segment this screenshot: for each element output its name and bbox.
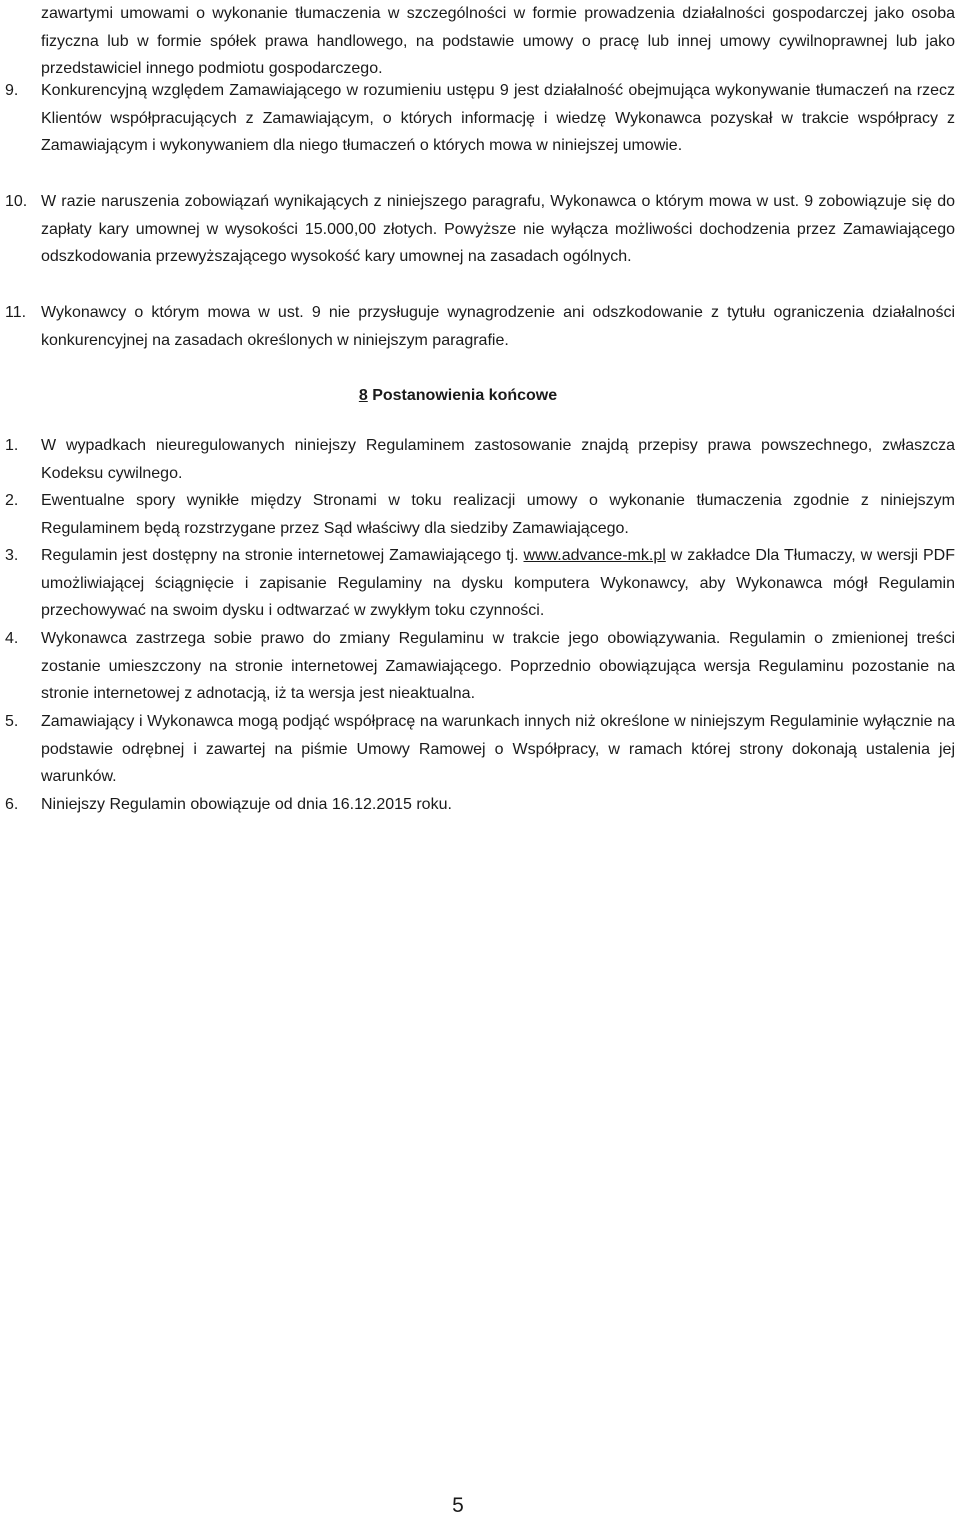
list-item-number: 9. [5,82,19,99]
list-item-text: W razie naruszenia zobowiązań wynikających z niniejszego paragrafu, Wykonawca o którym mowa w ust. 9 zobowiązuje się do zapłaty kary umownej w wysokości 15.000,00 złotych. Powyższe nie wyłącza możliwości dochodzenia przez Zamawiającego odszkodowania przewyższającego wysokość kary umownej na zasadach ogólnych. [41,193,955,265]
list-item-6 [0,791,955,819]
list-item-1 [0,432,955,487]
list-item-text: Ewentualne spory wynikłe między Stronami w toku realizacji umowy o wykonanie tłumaczenia zgodnie z niniejszym Regulaminem będą rozstrzygane przez Sąd właściwy dla siedziby Zamawiającego. [41,492,955,537]
list-item-text-part: w zakładce Dla Tłumaczy, w wersji PDF umożliwiającej ściągnięcie i zapisanie Regulaminy na dysku komputera Wykonawcy, aby Wykonawca mógł Regulamin przechowywać na swoim dysku i odtwarzać w zwykłym toku czynności. [41,547,955,619]
list-item-number: 10. [5,193,28,210]
list-item-number: 3. [5,547,19,564]
list-item-number: 1. [5,437,19,454]
list-item-text: Niniejszy Regulamin obowiązuje od dnia 16.12.2015 roku. [41,796,452,813]
list-item-9 [0,77,955,160]
list-item-11 [0,299,955,354]
list-item-number: 6. [5,796,19,813]
list-item-text: Wykonawca zastrzega sobie prawo do zmiany Regulaminu w trakcie jego obowiązywania. Regulamin o zmienionej treści zostanie umieszczony na stronie internetowej Zamawiającego. Poprzednio obowiązująca wersja Regulaminu pozostanie na stronie internetowej z adnotacją, iż ta wersja jest nieaktualna. [41,630,955,702]
continuation-paragraph: zawartymi umowami o wykonanie tłumaczenia w szczególności w formie prowadzenia działalności gospodarczej jako osoba fizyczna lub w formie spółek prawa handlowego, na podstawie umowy o pracę lub innej umowy cywilnoprawnej lub jako przedstawiciel innego podmiotu gospodarczego. [41,5,955,77]
list-item-number: 2. [5,492,19,509]
website-link[interactable]: www.advance-mk.pl [523,547,666,564]
list-item-2 [0,487,955,542]
section-heading-number: 8 [358,387,368,404]
list-item-3 [0,542,955,625]
list-item-number: 5. [5,713,19,730]
page-number: 5 [452,1494,464,1517]
list-item-text: Zamawiający i Wykonawca mogą podjąć współpracę na warunkach innych niż określone w niniejszym Regulaminie wyłącznie na podstawie odrębnej i zawartej na piśmie Umowy Ramowej o Współpracy, w ramach której strony dokonają ustalenia jej warunków. [41,713,955,785]
list-item-text [41,542,955,625]
list-item-text: Konkurencyjną względem Zamawiającego w rozumieniu ustępu 9 jest działalność obejmująca wykonywanie tłumaczeń na rzecz Klientów współpracujących z Zamawiającym, o których informację i wiedzę Wykonawca pozyskał w trakcie współpracy z Zamawiającym i wykonywaniem dla niego tłumaczeń o których mowa w niniejszej umowie. [41,82,955,154]
list-item-number: 4. [5,630,19,647]
list-item-text: W wypadkach nieuregulowanych niniejszy Regulaminem zastosowanie znajdą przepisy prawa powszechnego, zwłaszcza Kodeksu cywilnego. [41,437,955,482]
list-item-number: 11. [5,304,27,321]
section-heading-title: Postanowienia końcowe [367,387,558,404]
list-item-5 [0,708,955,791]
list-item-4 [0,625,955,708]
list-item-10 [0,188,955,271]
list-item-text: Wykonawcy o którym mowa w ust. 9 nie przysługuje wynagrodzenie ani odszkodowanie z tytułu ograniczenia działalności konkurencyjnej na zasadach określonych w niniejszym paragrafie. [41,304,955,349]
section-heading [0,382,916,409]
list-item-text-part: Regulamin jest dostępny na stronie internetowej Zamawiającego tj. [41,547,524,564]
